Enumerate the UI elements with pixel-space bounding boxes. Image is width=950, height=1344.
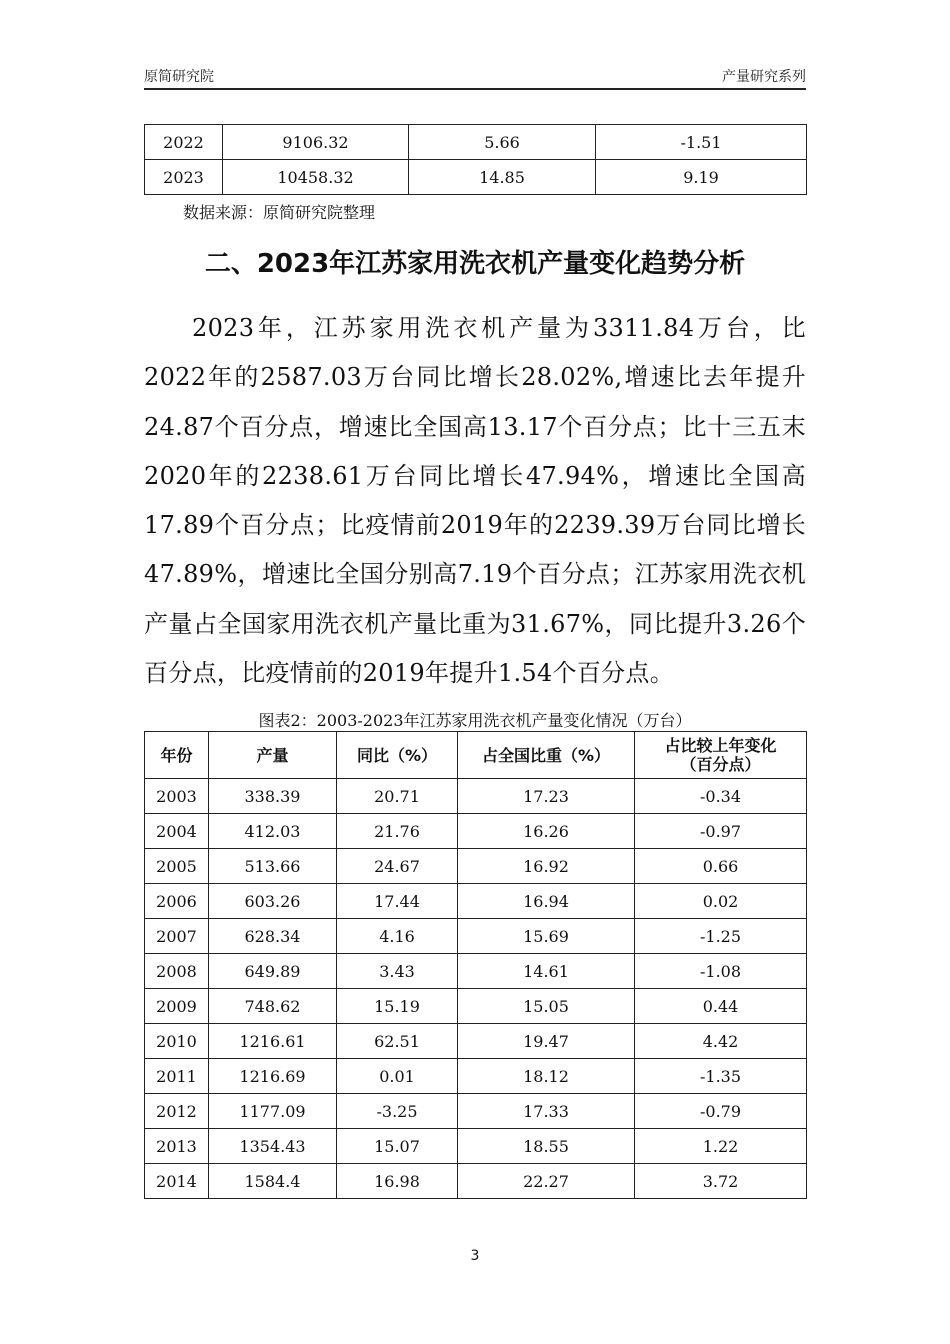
table-cell: 16.92 — [458, 849, 635, 884]
table-cell: 15.69 — [458, 919, 635, 954]
table-cell: 9106.32 — [223, 125, 409, 160]
table-cell: 16.94 — [458, 884, 635, 919]
table-header-row — [145, 732, 807, 779]
table-cell: 2006 — [145, 884, 209, 919]
table-cell: 1354.43 — [209, 1129, 337, 1164]
table-cell: 2012 — [145, 1094, 209, 1129]
table-cell: 2013 — [145, 1129, 209, 1164]
table-row — [145, 1094, 807, 1129]
table-cell: 1.22 — [635, 1129, 807, 1164]
production-table — [144, 731, 807, 1199]
table-row — [145, 884, 807, 919]
table-cell: -3.25 — [337, 1094, 458, 1129]
table-cell: 14.61 — [458, 954, 635, 989]
table-cell: 748.62 — [209, 989, 337, 1024]
table-cell: 2003 — [145, 779, 209, 814]
table-cell: 0.66 — [635, 849, 807, 884]
table-cell: 16.98 — [337, 1164, 458, 1199]
table-cell: 2007 — [145, 919, 209, 954]
table-cell: 2010 — [145, 1024, 209, 1059]
table-cell: -1.51 — [596, 125, 807, 160]
table-cell: 10458.32 — [223, 160, 409, 195]
table-cell: 2004 — [145, 814, 209, 849]
table-cell: 15.07 — [337, 1129, 458, 1164]
body-paragraph: 2023年，江苏家用洗衣机产量为3311.84万台，比2022年的2587.03万台同比增长28.02%,增速比去年提升24.87个百分点，增速比全国高13.17个百分点；比十三五末2020年的2238.61万台同比增长47.94%，增速比全国高17.89个百分点；比疫情前2019年的2239.39万台同比增长47.89%，增速比全国分别高7.19个百分点；江苏家用洗衣机产量占全国家用洗衣机产量比重为31.67%，同比提升3.26个百分点，比疫情前的2019年提升1.54个百分点。 — [144, 314, 806, 688]
table-cell: 603.26 — [209, 884, 337, 919]
table-cell: 1177.09 — [209, 1094, 337, 1129]
table-cell: 338.39 — [209, 779, 337, 814]
table-cell: 5.66 — [409, 125, 596, 160]
table-cell: 2022 — [145, 125, 223, 160]
table-row — [145, 1059, 807, 1094]
table-row — [145, 849, 807, 884]
table-cell: 3.43 — [337, 954, 458, 989]
table-row — [145, 814, 807, 849]
table-cell: -0.34 — [635, 779, 807, 814]
table-row — [145, 919, 807, 954]
table-cell: -1.25 — [635, 919, 807, 954]
table-cell: 4.16 — [337, 919, 458, 954]
table-cell: 412.03 — [209, 814, 337, 849]
table-row — [145, 125, 807, 160]
table-cell: 18.12 — [458, 1059, 635, 1094]
table-cell: 513.66 — [209, 849, 337, 884]
table-cell: 2011 — [145, 1059, 209, 1094]
header-divider — [144, 88, 806, 90]
table-cell: 17.33 — [458, 1094, 635, 1129]
table-cell: 2023 — [145, 160, 223, 195]
table-row — [145, 1129, 807, 1164]
table-cell: 19.47 — [458, 1024, 635, 1059]
table-cell: 628.34 — [209, 919, 337, 954]
table-cell: 24.67 — [337, 849, 458, 884]
table-cell: 649.89 — [209, 954, 337, 989]
header-org-name: 原简研究院 — [144, 69, 214, 85]
table-cell: 1584.4 — [209, 1164, 337, 1199]
table-cell: 3.72 — [635, 1164, 807, 1199]
source-note: 数据来源：原简研究院整理 — [183, 203, 376, 222]
table-cell: 2014 — [145, 1164, 209, 1199]
table-cell: -1.35 — [635, 1059, 807, 1094]
header-share-change-line1: 占比较上年变化 — [664, 736, 777, 755]
table-cell: 15.19 — [337, 989, 458, 1024]
table-cell: 1216.61 — [209, 1024, 337, 1059]
table-cell: 2008 — [145, 954, 209, 989]
table-cell: 20.71 — [337, 779, 458, 814]
header-series-name: 产量研究系列 — [722, 69, 806, 85]
table-cell: 17.44 — [337, 884, 458, 919]
continued-table — [144, 124, 807, 195]
table-row — [145, 779, 807, 814]
header-national-share: 占全国比重（%） — [458, 732, 635, 779]
header-output: 产量 — [209, 732, 337, 779]
table-cell: 18.55 — [458, 1129, 635, 1164]
table-cell: 16.26 — [458, 814, 635, 849]
table-cell: 0.02 — [635, 884, 807, 919]
table-cell: -0.97 — [635, 814, 807, 849]
table-cell: 2009 — [145, 989, 209, 1024]
table-cell: 4.42 — [635, 1024, 807, 1059]
table-cell: 17.23 — [458, 779, 635, 814]
table-cell: 9.19 — [596, 160, 807, 195]
table-cell: 0.44 — [635, 989, 807, 1024]
table-cell: 21.76 — [337, 814, 458, 849]
table-cell: 15.05 — [458, 989, 635, 1024]
table-row — [145, 989, 807, 1024]
section-title: 二、2023年江苏家用洗衣机产量变化趋势分析 — [204, 249, 746, 279]
table-row — [145, 954, 807, 989]
table-row — [145, 1164, 807, 1199]
table-cell: 0.01 — [337, 1059, 458, 1094]
table-row — [145, 160, 807, 195]
table-cell: 2005 — [145, 849, 209, 884]
table-cell: 22.27 — [458, 1164, 635, 1199]
table-cell: -0.79 — [635, 1094, 807, 1129]
header-share-change — [635, 732, 807, 779]
header-share-change-line2: （百分点） — [680, 755, 761, 774]
table-cell: 14.85 — [409, 160, 596, 195]
table-row — [145, 1024, 807, 1059]
table-caption: 图表2：2003-2023年江苏家用洗衣机产量变化情况（万台） — [258, 711, 692, 730]
table-cell: -1.08 — [635, 954, 807, 989]
page-number: 3 — [470, 1248, 480, 1264]
header-year: 年份 — [145, 732, 209, 779]
table-cell: 62.51 — [337, 1024, 458, 1059]
table-cell: 1216.69 — [209, 1059, 337, 1094]
header-yoy: 同比（%） — [337, 732, 458, 779]
